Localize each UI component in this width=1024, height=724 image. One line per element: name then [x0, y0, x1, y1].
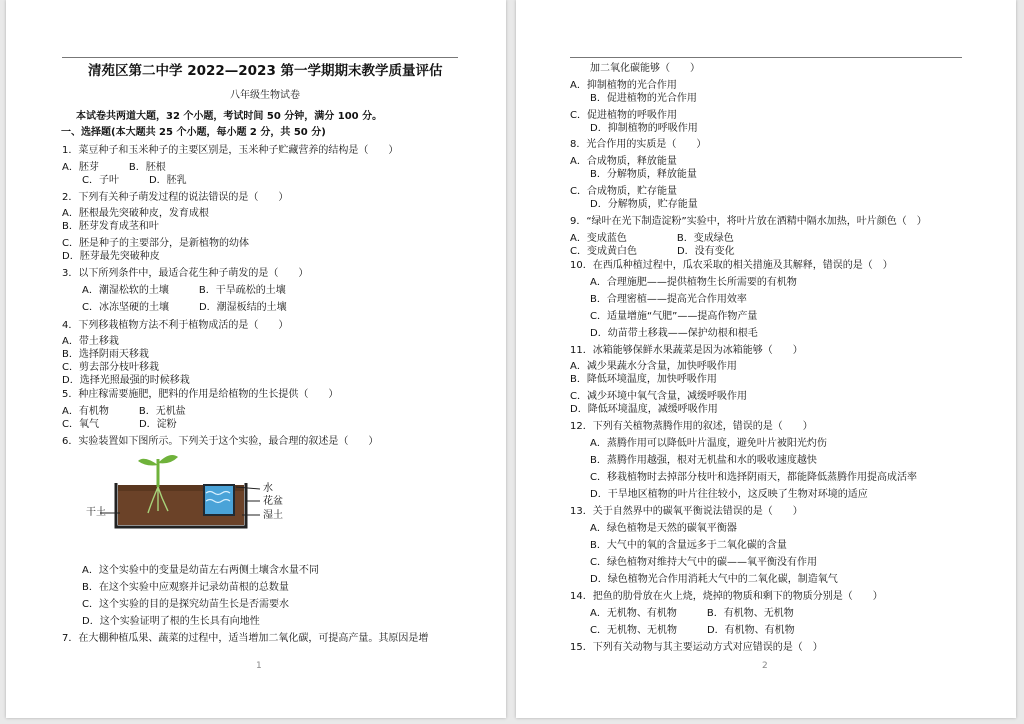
option-line: C．剪去部分枝叶移栽 [62, 362, 159, 373]
option-line: B．胚芽发育成茎和叶 [62, 221, 159, 232]
option-line: D．幼苗带土移栽——保护幼根和根毛 [590, 328, 758, 339]
option-line: C．冰冻坚硬的土壤 D．潮湿板结的土壤 [82, 302, 287, 313]
option-line: A．合成物质，释放能量 [570, 156, 677, 167]
experiment-figure [86, 455, 296, 537]
option-line: C．移栽植物时去掉部分枝叶和选择阴雨天，都能降低蒸腾作用提高成活率 [590, 472, 917, 483]
exam-page-2 [516, 0, 1016, 718]
question-line: 12．下列有关植物蒸腾作用的叙述，错误的是（ ） [570, 421, 813, 432]
option-line: B．蒸腾作用越强，根对无机盐和水的吸收速度越快 [590, 455, 817, 466]
question-line: 7．在大棚种植瓜果、蔬菜的过程中，适当增加二氧化碳，可提高产量。其原因是增 [62, 633, 429, 644]
label-water: 水 [263, 483, 273, 494]
option-line: C．无机物、无机物 D．有机物、有机物 [590, 625, 795, 636]
page-number: 1 [256, 661, 262, 671]
option-line: C．促进植物的呼吸作用 [570, 110, 677, 121]
header-rule [62, 57, 458, 58]
exam-title: 清苑区第二中学 2022—2023 第一学期期末教学质量评估 [88, 63, 443, 79]
option-line: D．绿色植物光合作用消耗大气中的二氧化碳，制造氧气 [590, 574, 838, 585]
option-line: A．抑制植物的光合作用 [570, 80, 677, 91]
label-dry-soil: 干土 [86, 507, 106, 518]
option-line: C．子叶 D．胚乳 [82, 175, 187, 186]
option-line: D．这个实验证明了根的生长具有向地性 [82, 616, 260, 627]
question-line: 4．下列移栽植物方法不利于植物成活的是（ ） [62, 320, 289, 331]
option-line: D．胚芽最先突破种皮 [62, 251, 160, 262]
option-line: C．氧气 D．淀粉 [62, 419, 177, 430]
question-line: 3．以下所列条件中，最适合花生种子萌发的是（ ） [62, 268, 309, 279]
option-line: A．无机物、有机物 B．有机物、无机物 [590, 608, 794, 619]
option-line: B．促进植物的光合作用 [590, 93, 697, 104]
option-line: B．在这个实验中应观察并记录幼苗根的总数量 [82, 582, 289, 593]
option-line: C．胚是种子的主要部分，是新植物的幼体 [62, 238, 249, 249]
header-rule [570, 57, 962, 58]
option-line: C．减少环境中氧气含量，减缓呼吸作用 [570, 391, 747, 402]
question-line: 5．种庄稼需要施肥，肥料的作用是给植物的生长提供（ ） [62, 389, 339, 400]
option-line: B．选择阴雨天移栽 [62, 349, 149, 360]
label-wet-soil: 湿土 [263, 510, 283, 521]
option-line: B．大气中的氧的含量远多于二氧化碳的含量 [590, 540, 787, 551]
option-line: C．这个实验的目的是探究幼苗生长是否需要水 [82, 599, 289, 610]
option-line: B．降低环境温度，加快呼吸作用 [570, 374, 717, 385]
option-line: D．干旱地区植物的叶片往往较小，这反映了生物对环境的适应 [590, 489, 868, 500]
option-line: A．胚芽 B．胚根 [62, 162, 166, 173]
option-line: C．变成黄白色 D．没有变化 [570, 246, 735, 257]
page-number: 2 [762, 661, 768, 671]
option-line: A．合理施肥——提供植物生长所需要的有机物 [590, 277, 797, 288]
question-line: 加二氧化碳能够（ ） [590, 63, 700, 74]
option-line: D．降低环境温度，减缓呼吸作用 [570, 404, 718, 415]
option-line: C．合成物质，贮存能量 [570, 186, 677, 197]
question-line: 13．关于自然界中的碳氧平衡说法错误的是（ ） [570, 506, 803, 517]
option-line: A．变成蓝色 B．变成绿色 [570, 233, 734, 244]
question-line: 14．把鱼的肋骨放在火上烧，烧掉的物质和剩下的物质分别是（ ） [570, 591, 883, 602]
question-line: 1．菜豆种子和玉米种子的主要区别是，玉米种子贮藏营养的结构是（ ） [62, 145, 399, 156]
option-line: A．减少果蔬水分含量，加快呼吸作用 [570, 361, 737, 372]
question-line: 6．实验装置如下图所示。下列关于这个实验，最合理的叙述是（ ） [62, 436, 379, 447]
question-line: 11．冰箱能够保鲜水果蔬菜是因为冰箱能够（ ） [570, 345, 803, 356]
section-heading: 一、选择题(本大题共 25 个小题，每小题 2 分，共 50 分) [61, 127, 326, 138]
option-line: A．这个实验中的变量是幼苗左右两侧土壤含水量不同 [82, 565, 319, 576]
option-line: A．绿色植物是天然的碳氧平衡器 [590, 523, 737, 534]
option-line: B．合理密植——提高光合作用效率 [590, 294, 747, 305]
exam-subtitle: 八年级生物试卷 [230, 90, 300, 101]
option-line: A．蒸腾作用可以降低叶片温度，避免叶片被阳光灼伤 [590, 438, 827, 449]
question-line: 8．光合作用的实质是（ ） [570, 139, 707, 150]
option-line: D．抑制植物的呼吸作用 [590, 123, 698, 134]
exam-page-1 [6, 0, 506, 718]
question-line: 9．“绿叶在光下制造淀粉”实验中，将叶片放在酒精中隔水加热，叶片颜色（ ） [570, 216, 927, 227]
plant-leaf [138, 459, 158, 466]
option-line: A．胚根最先突破种皮，发育成根 [62, 208, 209, 219]
option-line: A．潮湿松软的土壤 B．干旱疏松的土壤 [82, 285, 286, 296]
option-line: A．有机物 B．无机盐 [62, 406, 186, 417]
option-line: C．绿色植物对维持大气中的碳——氧平衡没有作用 [590, 557, 817, 568]
plant-leaf [158, 455, 178, 463]
option-line: D．分解物质，贮存能量 [590, 199, 698, 210]
option-line: B．分解物质，释放能量 [590, 169, 697, 180]
exam-notice: 本试卷共两道大题，32 个小题，考试时间 50 分钟，满分 100 分。 [76, 111, 383, 122]
question-line: 10．在西瓜种植过程中，瓜农采取的相关措施及其解释，错误的是（ ） [570, 260, 893, 271]
option-line: C．适量增施“气肥”——提高作物产量 [590, 311, 758, 322]
option-line: D．选择光照最强的时候移栽 [62, 375, 190, 386]
question-line: 15．下列有关动物与其主要运动方式对应错误的是（ ） [570, 642, 823, 653]
option-line: A．带土移栽 [62, 336, 119, 347]
label-pot: 花盆 [263, 496, 283, 507]
question-line: 2．下列有关种子萌发过程的说法错误的是（ ） [62, 192, 289, 203]
